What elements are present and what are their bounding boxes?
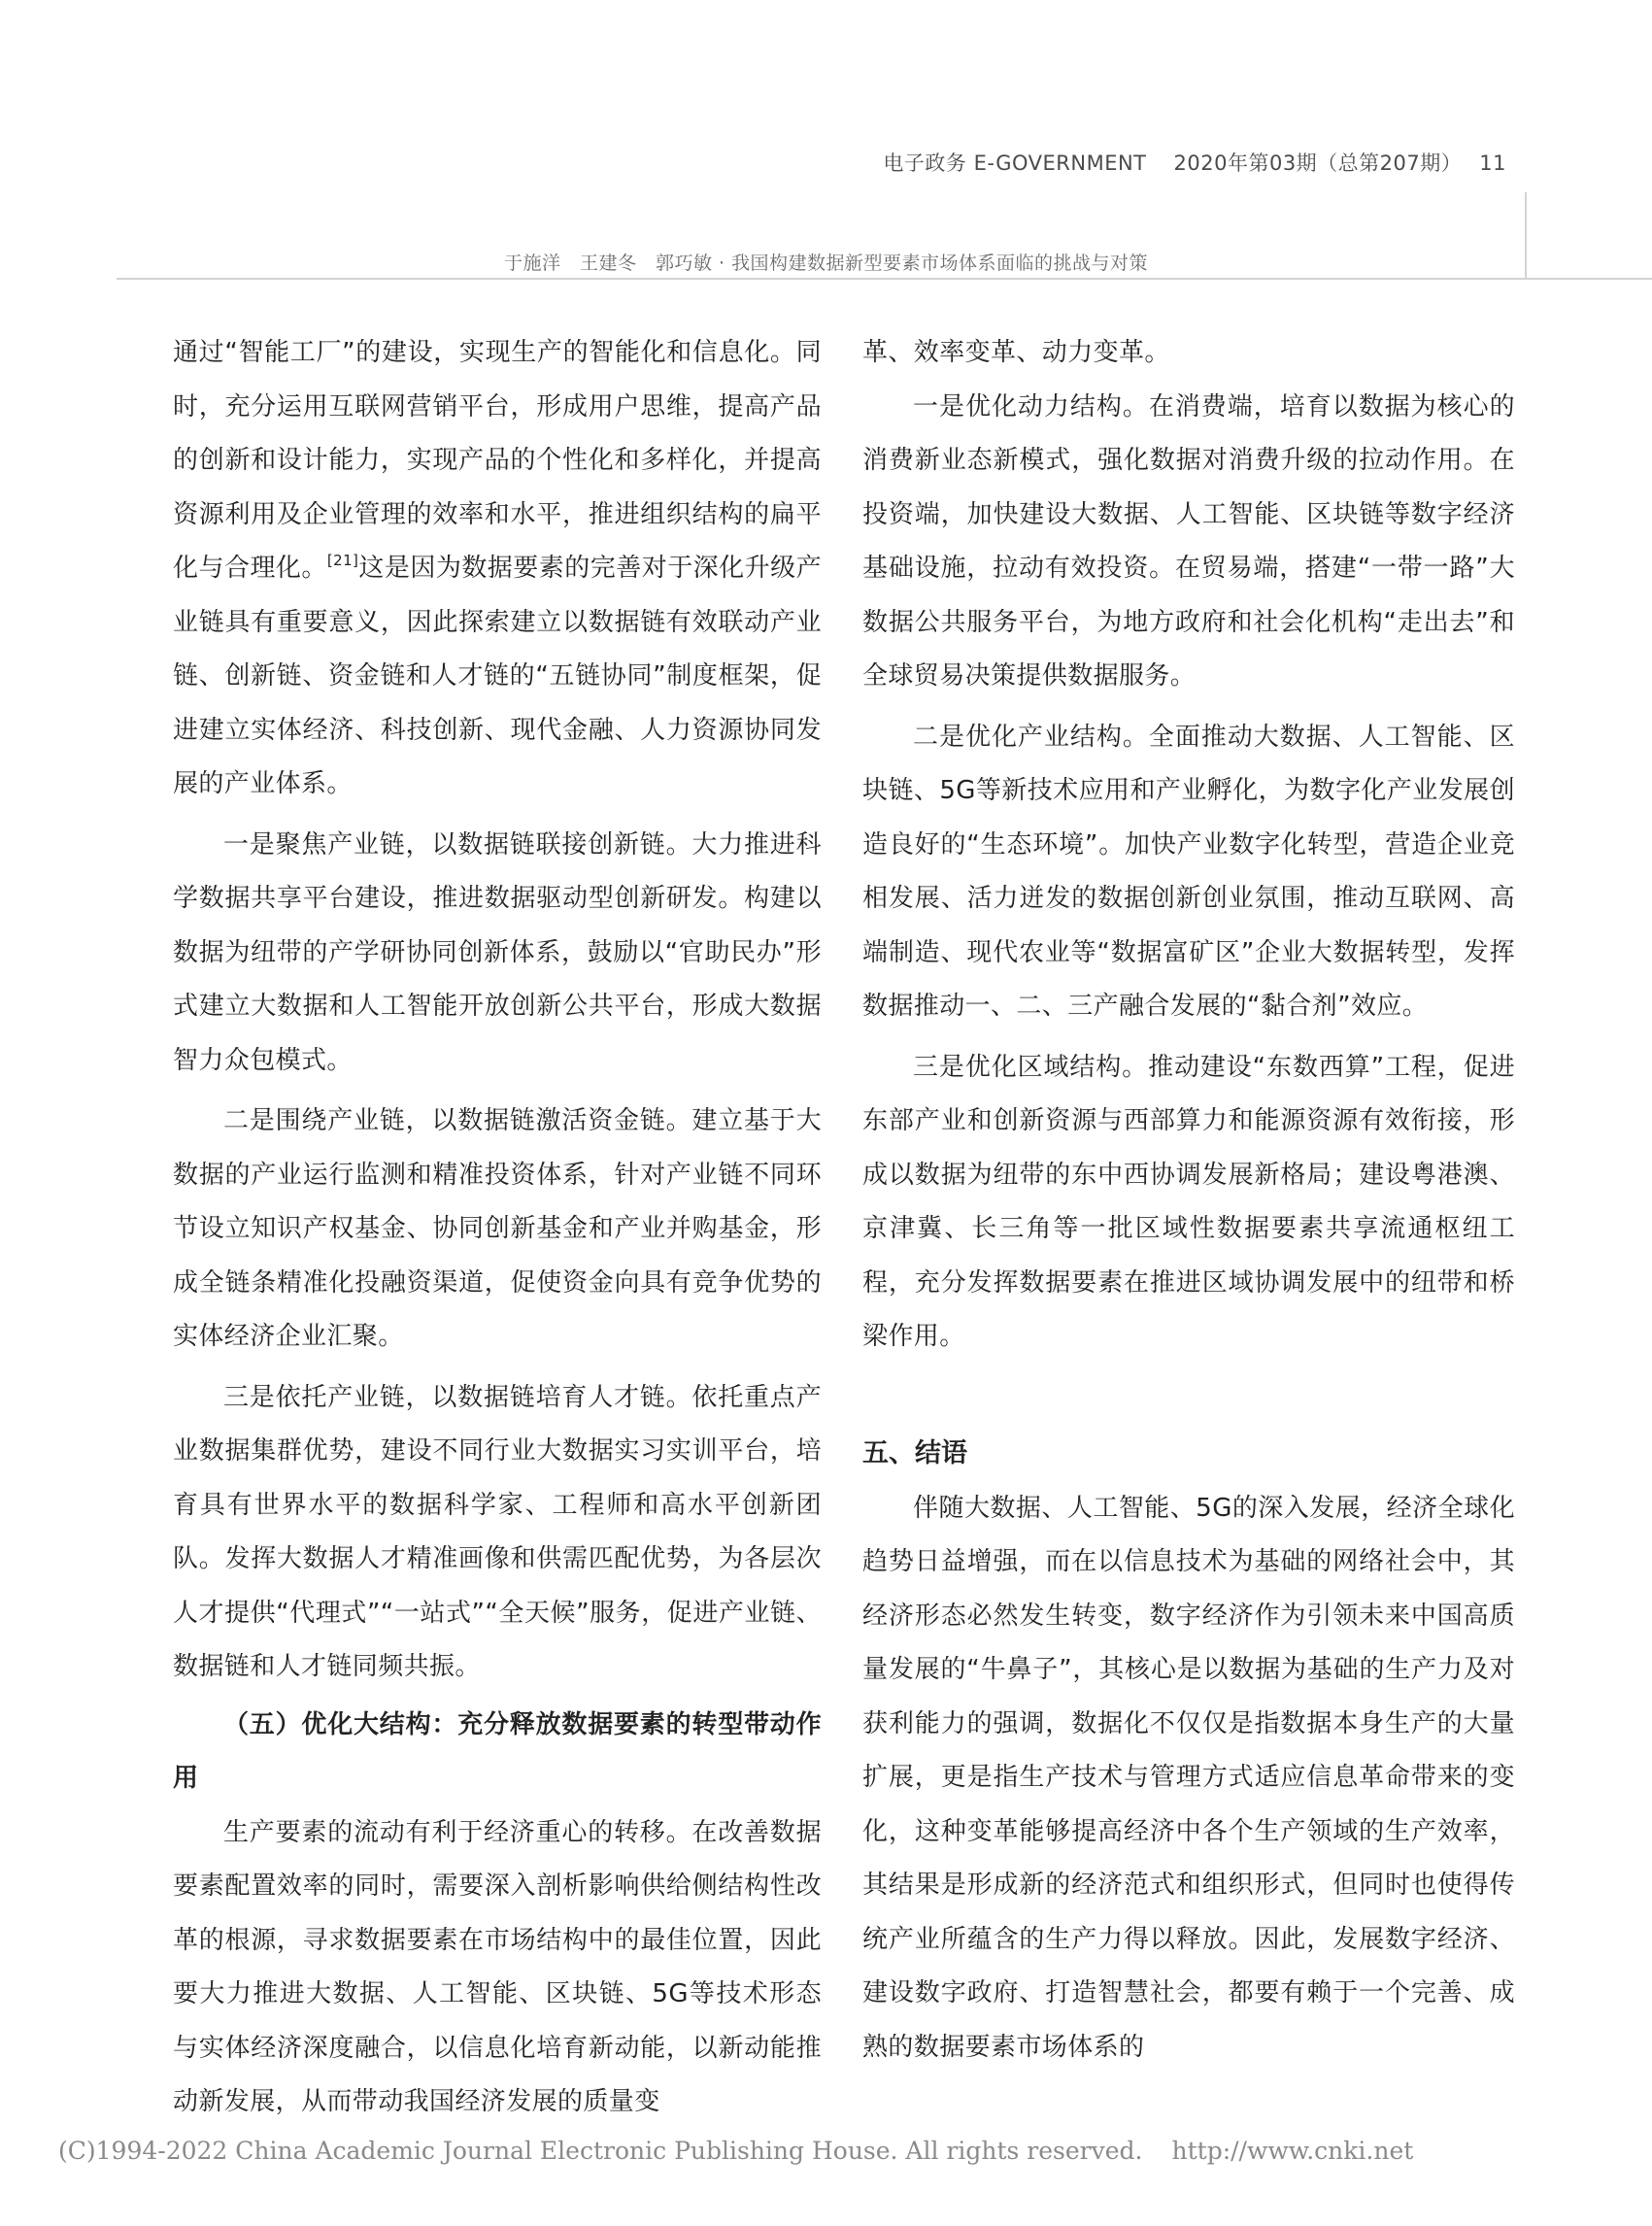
body-paragraph: 二是优化产业结构。全面推动大数据、人工智能、区块链、5G等新技术应用和产业孵化，为数字化产业发展创造良好的“生态环境”。加快产业数字化转型，营造企业竞相发展、活力迸发的数据创新创业氛围，推动互联网、高端制造、现代农业等“数据富矿区”企业大数据转型，发挥数据推动一、二、三产融合发展的“黏合剂”效应。 — [862, 722, 1515, 1021]
body-paragraph: 三是优化区域结构。推动建设“东数西算”工程，促进东部产业和创新资源与西部算力和能源资源有效衔接，形成以数据为纽带的东中西协调发展新格局；建设粤港澳、京津冀、长三角等一批区域性数据要素共享流通枢纽工程，充分发挥数据要素在推进区域协调发展中的纽带和桥梁作用。 — [862, 1052, 1515, 1351]
body-paragraph — [173, 326, 822, 812]
article-running-title: 于施洋 王建冬 郭巧敏 · 我国构建数据新型要素市场体系面临的挑战与对策 — [503, 253, 1149, 274]
left-column — [173, 326, 822, 2130]
body-paragraph: 一是优化动力结构。在消费端，培育以数据为核心的消费新业态新模式，强化数据对消费升级的拉动作用。在投资端，加快建设大数据、人工智能、区块链等数字经济基础设施，拉动有效投资。在贸易端，搭建“一带一路”大数据公共服务平台，为地方政府和社会化机构“走出去”和全球贸易决策提供数据服务。 — [862, 391, 1515, 691]
subsection-heading: （五）优化大结构：充分释放数据要素的转型带动作用 — [173, 1709, 822, 1793]
header-horizontal-rule — [117, 278, 1652, 280]
running-head — [883, 148, 1506, 177]
cnki-url: http://www.cnki.net — [1171, 2137, 1414, 2165]
body-paragraph: 生产要素的流动有利于经济重心的转移。在改善数据要素配置效率的同时，需要深入剖析影响供给侧结构性改革的根源，寻求数据要素在市场结构中的最佳位置，因此要大力推进大数据、人工智能、区块链、5G等技术形态与实体经济深度融合，以信息化培育新动能，以新动能推动新发展，从而带动我国经济发展的质量变 — [173, 1817, 822, 2116]
body-paragraph: 革、效率变革、动力变革。 — [862, 338, 1170, 367]
section-heading: 五、结语 — [862, 1437, 967, 1468]
page-number: 11 — [1479, 152, 1506, 175]
right-column — [862, 326, 1515, 2074]
copyright-footer — [58, 2137, 1413, 2165]
paragraph-text: 通过“智能工厂”的建设，实现生产的智能化和信息化。同时，充分运用互联网营销平台，形成用户思维，提高产品的创新和设计能力，实现产品的个性化和多样化，并提高资源利用及企业管理的效率和水平，推进组织结构的扁平化与合理化。 — [173, 338, 822, 583]
body-paragraph: 一是聚焦产业链，以数据链联接创新链。大力推进科学数据共享平台建设，推进数据驱动型创新研发。构建以数据为纽带的产学研协同创新体系，鼓励以“官助民办”形式建立大数据和人工智能开放创新公共平台，形成大数据智力众包模式。 — [173, 829, 822, 1075]
copyright-text: (C)1994-2022 China Academic Journal Electronic Publishing House. All rights reserved. — [58, 2137, 1143, 2165]
body-paragraph: 伴随大数据、人工智能、5G的深入发展，经济全球化趋势日益增强，而在以信息技术为基础的网络社会中，其经济形态必然发生转变，数字经济作为引领未来中国高质量发展的“牛鼻子”，其核心是以数据为基础的生产力及对获利能力的强调，数据化不仅仅是指数据本身生产的大量扩展，更是指生产技术与管理方式适应信息革命带来的变化，这种变革能够提高经济中各个生产领域的生产效率，其结果是形成新的经济范式和组织形式，但同时也使得传统产业所蕴含的生产力得以释放。因此，发展数字经济、建设数字政府、打造智慧社会，都要有赖于一个完善、成熟的数据要素市场体系的 — [862, 1493, 1515, 2062]
paragraph-text: 这是因为数据要素的完善对于深化升级产业链具有重要意义，因此探索建立以数据链有效联动产业链、创新链、资金链和人才链的“五链协同”制度框架，促进建立实体经济、科技创新、现代金融、人力资源协同发展的产业体系。 — [173, 554, 823, 798]
body-paragraph: 二是围绕产业链，以数据链激活资金链。建立基于大数据的产业运行监测和精准投资体系，针对产业链不同环节设立知识产权基金、协同创新基金和产业并购基金，形成全链条精准化投融资渠道，促使资金向具有竞争优势的实体经济企业汇聚。 — [173, 1106, 822, 1351]
journal-name: 电子政务 E-GOVERNMENT — [883, 152, 1147, 175]
issue-info: 2020年第03期（总第207期） — [1173, 152, 1463, 175]
body-paragraph: 三是依托产业链，以数据链培育人才链。依托重点产业数据集群优势，建设不同行业大数据实习实训平台，培育具有世界水平的数据科学家、工程师和高水平创新团队。发挥大数据人才精准画像和供需匹配优势，为各层次人才提供“代理式”“一站式”“全天候”服务，促进产业链、数据链和人才链同频共振。 — [173, 1382, 822, 1681]
reference-mark: [21] — [326, 552, 359, 569]
